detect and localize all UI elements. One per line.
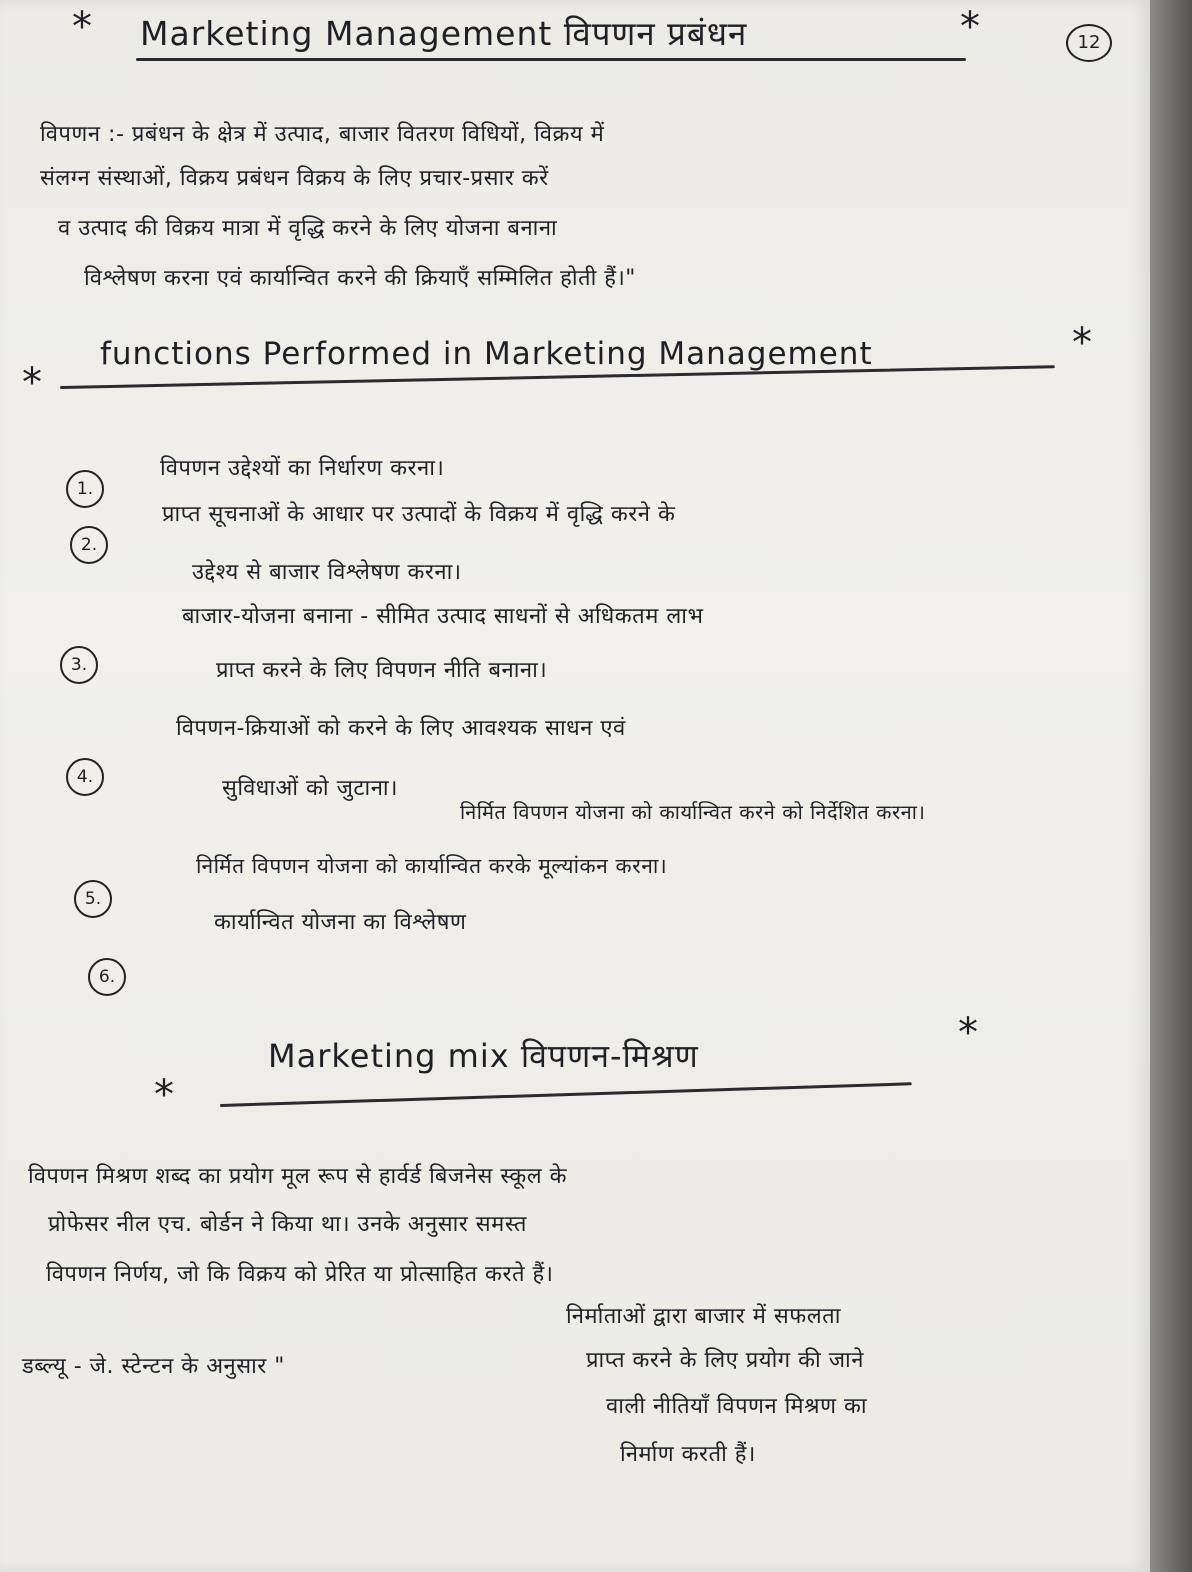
quote-line: प्राप्त करने के लिए प्रयोग की जाने xyxy=(586,1348,864,1373)
function-item-text: प्राप्त करने के लिए विपणन नीति बनाना। xyxy=(216,658,548,683)
definition-line: व उत्पाद की विक्रय मात्रा में वृद्धि करने के लिए योजना बनाना xyxy=(58,216,558,241)
star-mark: * xyxy=(72,4,92,50)
list-number: 4. xyxy=(66,758,104,796)
function-item-text: प्राप्त सूचनाओं के आधार पर उत्पादों के विक्रय में वृद्धि करने के xyxy=(162,502,676,527)
function-item-text: निर्मित विपणन योजना को कार्यान्वित करने को निर्देशित करना। xyxy=(460,800,926,824)
star-mark: * xyxy=(960,4,980,50)
function-item-text: कार्यान्वित योजना का विश्लेषण xyxy=(214,910,467,935)
quote-line: निर्माण करती हैं। xyxy=(620,1442,756,1467)
heading-underline xyxy=(220,1082,912,1107)
function-item-text: निर्मित विपणन योजना को कार्यान्वित करके मूल्यांकन करना। xyxy=(196,854,668,878)
quote-lead: डब्ल्यू - जे. स्टेन्टन के अनुसार " xyxy=(22,1354,285,1379)
star-mark: * xyxy=(154,1072,174,1118)
heading-functions: functions Performed in Marketing Management xyxy=(100,336,873,372)
definition-line: विपणन :- प्रबंधन के क्षेत्र में उत्पाद, बाजार वितरण विधियों, विक्रय में xyxy=(40,122,605,147)
star-mark: * xyxy=(22,360,42,406)
page-edge-shadow xyxy=(1150,0,1192,1572)
quote-line: वाली नीतियाँ विपणन मिश्रण का xyxy=(606,1394,868,1419)
heading-marketing-management: Marketing Management विपणन प्रबंधन xyxy=(140,14,748,53)
mix-line: विपणन निर्णय, जो कि विक्रय को प्रेरित या प्रोत्साहित करते हैं। xyxy=(46,1262,554,1287)
star-mark: * xyxy=(1072,320,1092,366)
quote-line: निर्माताओं द्वारा बाजार में सफलता xyxy=(566,1304,841,1329)
list-number: 5. xyxy=(74,880,112,918)
function-item-text: विपणन-क्रियाओं को करने के लिए आवश्यक साधन एवं xyxy=(176,716,626,741)
function-item-text: उद्देश्य से बाजार विश्लेषण करना। xyxy=(192,560,462,585)
definition-line: विश्लेषण करना एवं कार्यान्वित करने की क्रियाएँ सम्मिलित होती हैं।" xyxy=(84,266,636,291)
mix-line: विपणन मिश्रण शब्द का प्रयोग मूल रूप से हार्वर्ड बिजनेस स्कूल के xyxy=(28,1164,568,1189)
list-number: 2. xyxy=(70,526,108,564)
list-number: 6. xyxy=(88,958,126,996)
definition-line: संलग्न संस्थाओं, विक्रय प्रबंधन विक्रय के लिए प्रचार-प्रसार करें xyxy=(40,166,549,191)
list-number: 1. xyxy=(66,470,104,508)
list-number: 3. xyxy=(60,646,98,684)
mix-line: प्रोफेसर नील एच. बोर्डन ने किया था। उनके अनुसार समस्त xyxy=(48,1212,527,1237)
page-number: 12 xyxy=(1066,24,1112,62)
function-item-text: बाजार-योजना बनाना - सीमित उत्पाद साधनों से अधिकतम लाभ xyxy=(182,604,704,629)
heading-underline xyxy=(136,58,966,61)
star-mark: * xyxy=(958,1010,978,1056)
function-item-text: विपणन उद्देश्यों का निर्धारण करना। xyxy=(160,456,445,481)
heading-marketing-mix: Marketing mix विपणन-मिश्रण xyxy=(268,1037,699,1075)
function-item-text: सुविधाओं को जुटाना। xyxy=(222,776,398,801)
